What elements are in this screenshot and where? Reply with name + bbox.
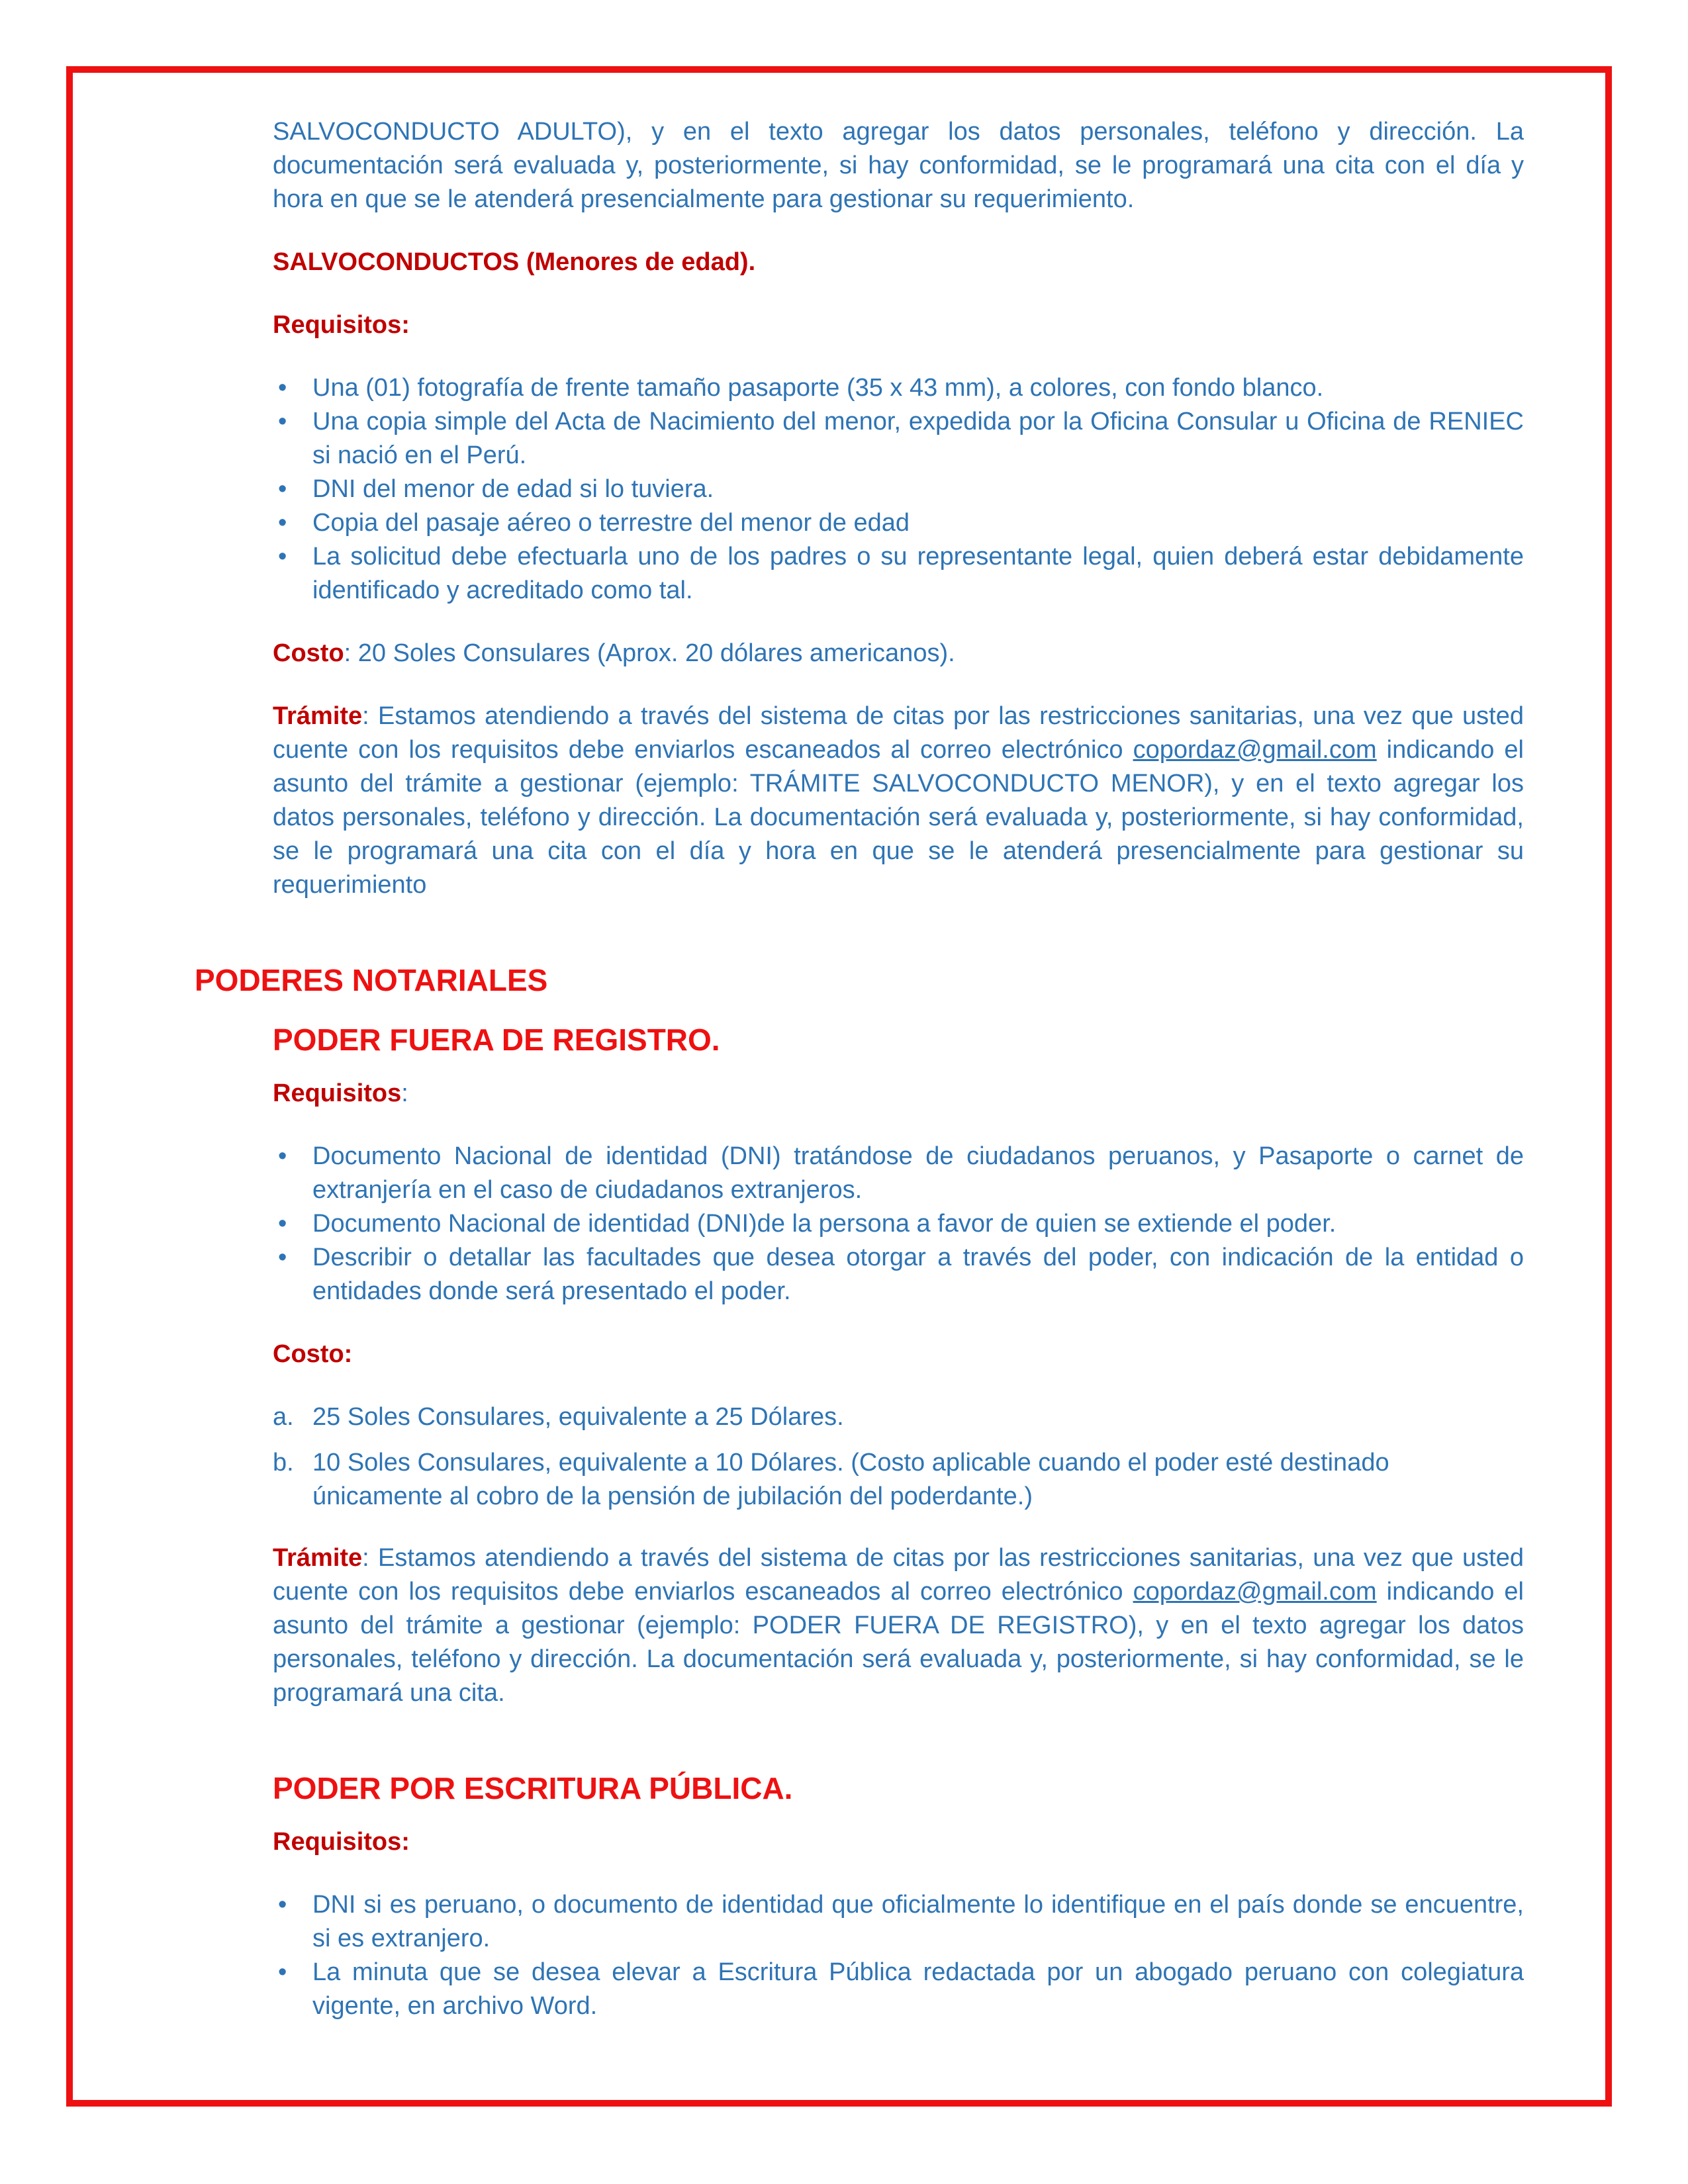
list-item: • La minuta que se desea elevar a Escritura Pública redactada por un abogado peruano con colegiatura vigente, en archivo Word. xyxy=(273,1956,1524,2023)
requisitos-label: Requisitos: xyxy=(273,1828,410,1856)
email-link[interactable]: copordaz@gmail.com xyxy=(1133,1578,1377,1606)
bullet-icon: • xyxy=(278,1142,287,1170)
poder-fuera-registro-title: PODER FUERA DE REGISTRO. xyxy=(273,1023,720,1057)
costo-line: Costo: 20 Soles Consulares (Aprox. 20 dólares americanos). xyxy=(273,639,955,667)
tramite-paragraph: Trámite: Estamos atendiendo a través del sistema de citas por las restricciones sanitarias, una vez que usted cuente con los requisitos debe enviarlos escaneados al correo electrónico copordaz@gmail.com indicando el asunto del trámite a gestionar (ejemplo: TRÁMITE SALVOCONDUCTO MENOR), y en el texto agregar los datos personales, teléfono y dirección. La documentación será evaluada y, posteriormente, si hay conformidad, se le programará una cita con el día y hora en que se le atenderá presencialmente para gestionar su requerimiento xyxy=(273,702,1524,899)
list-item: • Documento Nacional de identidad (DNI)de la persona a favor de quien se extiende el poder. xyxy=(273,1207,1524,1241)
bullet-icon: • xyxy=(278,1891,287,1919)
list-item: • Copia del pasaje aéreo o terrestre del menor de edad xyxy=(273,506,1524,540)
tramite-paragraph: Trámite: Estamos atendiendo a través del sistema de citas por las restricciones sanitarias, una vez que usted cuente con los requisitos debe enviarlos escaneados al correo electrónico copordaz@gmail.com indicando el asunto del trámite a gestionar (ejemplo: PODER FUERA DE REGISTRO), y en el texto agregar los datos personales, teléfono y dirección. La documentación será evaluada y, posteriormente, si hay conformidad, se le programará una cita. xyxy=(273,1544,1524,1707)
bullet-icon: • xyxy=(278,374,287,402)
costo-label: Costo: xyxy=(273,1340,353,1368)
tramite-label: Trámite xyxy=(273,1544,363,1572)
salvoconductos-requisitos-list xyxy=(273,371,1524,608)
list-item: • DNI del menor de edad si lo tuviera. xyxy=(273,473,1524,506)
intro-paragraph: SALVOCONDUCTO ADULTO), y en el texto agregar los datos personales, teléfono y dirección. La documentación será evaluada y, posteriormente, si hay conformidad, se le programará una cita con el día y hora en que se le atenderá presencialmente para gestionar su requerimiento. xyxy=(273,118,1524,213)
costos-list xyxy=(273,1400,1524,1514)
list-item: • DNI si es peruano, o documento de identidad que oficialmente lo identifique en el país donde se encuentre, si es extranjero. xyxy=(273,1888,1524,1956)
requisitos-line: Requisitos: xyxy=(273,1079,408,1107)
list-item: • La solicitud debe efectuarla uno de los padres o su representante legal, quien deberá estar debidamente identificado y acreditado como tal. xyxy=(273,540,1524,608)
document-body xyxy=(195,115,1524,2023)
salvoconductos-menores-title: SALVOCONDUCTOS (Menores de edad). xyxy=(273,248,756,276)
bullet-icon: • xyxy=(278,543,287,570)
list-item: • Una (01) fotografía de frente tamaño pasaporte (35 x 43 mm), a colores, con fondo blanco. xyxy=(273,371,1524,405)
requisitos-label: Requisitos xyxy=(273,1079,402,1107)
tramite-label: Trámite xyxy=(273,702,363,730)
list-item: b. 10 Soles Consulares, equivalente a 10 Dólares. (Costo aplicable cuando el poder esté destinado únicamente al cobro de la pensión de jubilación del poderdante.) xyxy=(273,1449,1389,1510)
list-item: • Una copia simple del Acta de Nacimiento del menor, expedida por la Oficina Consular u Oficina de RENIEC si nació en el Perú. xyxy=(273,405,1524,473)
bullet-icon: • xyxy=(278,1244,287,1271)
email-link[interactable]: copordaz@gmail.com xyxy=(1133,736,1377,764)
bullet-icon: • xyxy=(278,1210,287,1238)
poderes-notariales-heading: PODERES NOTARIALES xyxy=(195,963,548,997)
bullet-icon: • xyxy=(278,475,287,503)
bullet-icon: • xyxy=(278,1958,287,1986)
requisitos-label: Requisitos: xyxy=(273,311,410,339)
bullet-icon: • xyxy=(278,509,287,537)
fuera-registro-requisitos-list xyxy=(273,1140,1524,1308)
poder-escritura-publica-title: PODER POR ESCRITURA PÚBLICA. xyxy=(273,1771,793,1805)
costo-label: Costo xyxy=(273,639,344,667)
list-item: • Describir o detallar las facultades que desea otorgar a través del poder, con indicación de la entidad o entidades donde será presentado el poder. xyxy=(273,1241,1524,1308)
list-item: a. 25 Soles Consulares, equivalente a 25 Dólares. xyxy=(273,1403,844,1431)
bullet-icon: • xyxy=(278,408,287,435)
list-item: • Documento Nacional de identidad (DNI) tratándose de ciudadanos peruanos, y Pasaporte o carnet de extranjería en el caso de ciudadanos extranjeros. xyxy=(273,1140,1524,1207)
escritura-requisitos-list xyxy=(273,1888,1524,2023)
